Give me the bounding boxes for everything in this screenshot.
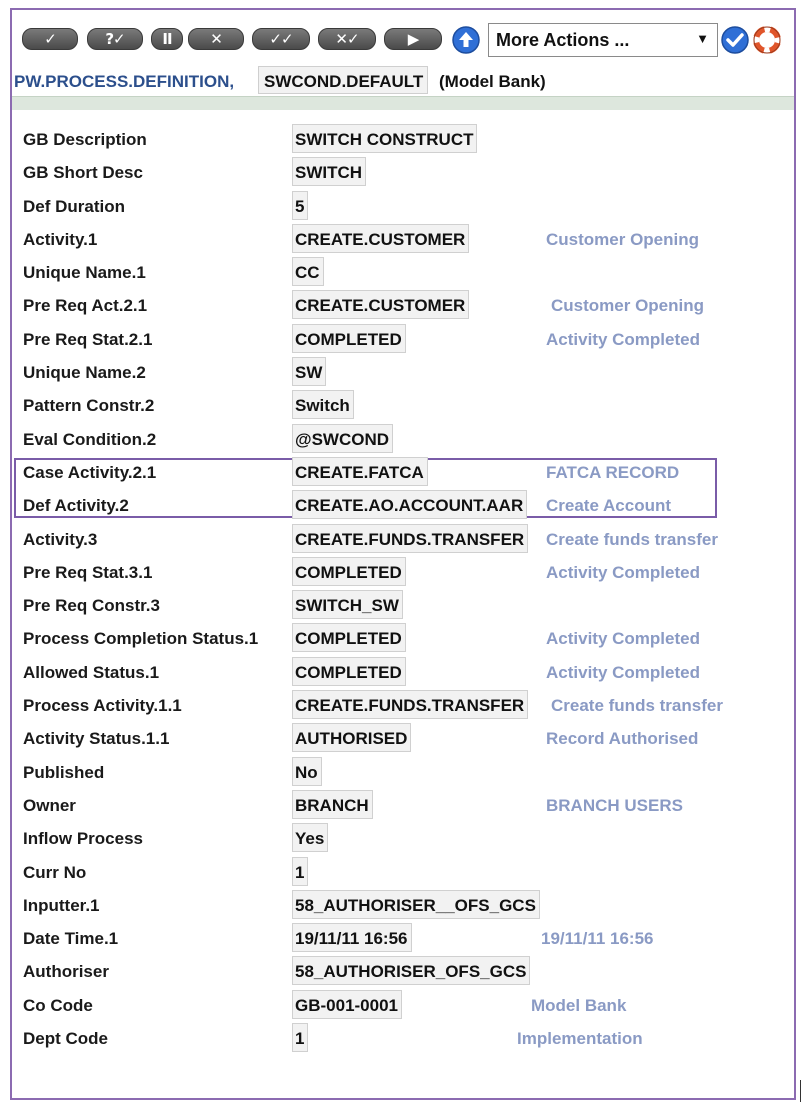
field-label: Allowed Status.1 [23, 662, 160, 682]
field-value[interactable]: COMPLETED [292, 324, 406, 353]
field-list [12, 124, 794, 1056]
field-row [12, 357, 794, 390]
field-enrichment: Create funds transfer [551, 696, 723, 716]
field-row [12, 191, 794, 224]
field-label: Dept Code [23, 1029, 108, 1049]
field-enrichment: Activity Completed [546, 562, 700, 582]
field-row [12, 390, 794, 423]
reverse-button[interactable]: ✕✓ [318, 28, 376, 50]
field-row [12, 823, 794, 856]
field-value[interactable]: CREATE.FATCA [292, 457, 428, 486]
field-label: Def Duration [23, 196, 125, 216]
field-row [12, 790, 794, 823]
field-row [12, 224, 794, 257]
field-label: Process Activity.1.1 [23, 696, 182, 716]
field-enrichment: Record Authorised [546, 729, 699, 749]
text-cursor [800, 1080, 801, 1102]
field-label: Date Time.1 [23, 929, 119, 949]
field-value[interactable]: Yes [292, 823, 328, 852]
field-label: Pre Req Stat.2.1 [23, 329, 153, 349]
field-row [12, 990, 794, 1023]
field-value[interactable]: 1 [292, 857, 308, 886]
field-label: Pre Req Act.2.1 [23, 296, 148, 316]
field-enrichment: Model Bank [531, 995, 627, 1015]
field-row [12, 490, 794, 523]
field-label: Published [23, 762, 105, 782]
field-value[interactable]: CREATE.AO.ACCOUNT.AAR [292, 490, 527, 519]
field-value[interactable]: CREATE.CUSTOMER [292, 224, 469, 253]
field-value[interactable]: COMPLETED [292, 557, 406, 586]
field-row [12, 257, 794, 290]
field-row [12, 890, 794, 923]
next-button[interactable]: ▶ [384, 28, 442, 50]
chevron-down-icon: ▼ [696, 31, 709, 46]
field-row [12, 557, 794, 590]
field-label: Curr No [23, 862, 87, 882]
field-label: Unique Name.1 [23, 263, 146, 283]
field-enrichment: Create Account [546, 496, 672, 516]
field-row [12, 424, 794, 457]
up-arrow-icon[interactable] [452, 26, 480, 54]
field-value[interactable]: GB-001-0001 [292, 990, 402, 1019]
field-row [12, 623, 794, 656]
hold-button[interactable]: II [151, 28, 183, 50]
field-value[interactable]: 58_AUTHORISER_OFS_GCS [292, 956, 530, 985]
field-row [12, 290, 794, 323]
field-value[interactable]: AUTHORISED [292, 723, 411, 752]
field-label: Inputter.1 [23, 895, 100, 915]
field-label: Process Completion Status.1 [23, 629, 259, 649]
field-value[interactable]: CC [292, 257, 324, 286]
field-label: Unique Name.2 [23, 363, 146, 383]
record-type-title: PW.PROCESS.DEFINITION, [14, 72, 235, 91]
field-row [12, 757, 794, 790]
more-actions-select[interactable] [488, 23, 718, 57]
field-value[interactable]: SWITCH [292, 157, 366, 186]
field-label: Activity Status.1.1 [23, 729, 170, 749]
delete-button[interactable]: ✕ [188, 28, 244, 50]
field-label: Authoriser [23, 962, 109, 982]
field-label: Pre Req Constr.3 [23, 596, 160, 616]
field-value[interactable]: No [292, 757, 322, 786]
field-label: GB Short Desc [23, 163, 143, 183]
checkmark-icon[interactable] [721, 26, 749, 54]
field-value[interactable]: COMPLETED [292, 657, 406, 686]
field-value[interactable]: CREATE.FUNDS.TRANSFER [292, 690, 528, 719]
field-value[interactable]: Switch [292, 390, 354, 419]
field-label: Def Activity.2 [23, 496, 129, 516]
field-row [12, 956, 794, 989]
field-value[interactable]: 19/11/11 16:56 [292, 923, 412, 952]
field-label: GB Description [23, 130, 147, 149]
field-enrichment: Activity Completed [546, 629, 700, 649]
validate-button[interactable]: ✓ [22, 28, 78, 50]
field-row [12, 690, 794, 723]
field-row [12, 1023, 794, 1056]
field-enrichment: Implementation [517, 1029, 643, 1049]
field-value[interactable]: 5 [292, 191, 308, 220]
field-value[interactable]: @SWCOND [292, 424, 393, 453]
field-label: Pre Req Stat.3.1 [23, 562, 153, 582]
field-enrichment: Create funds transfer [546, 529, 718, 549]
field-value[interactable]: CREATE.FUNDS.TRANSFER [292, 524, 528, 553]
field-label: Co Code [23, 995, 93, 1015]
field-label: Owner [23, 795, 76, 815]
field-label: Eval Condition.2 [23, 429, 157, 449]
field-value[interactable]: CREATE.CUSTOMER [292, 290, 469, 319]
field-enrichment: Activity Completed [546, 329, 700, 349]
field-row [12, 124, 794, 157]
field-row [12, 157, 794, 190]
field-row [12, 923, 794, 956]
field-enrichment: 19/11/11 16:56 [541, 929, 654, 949]
authorise-button[interactable]: ✓✓ [252, 28, 310, 50]
record-view-frame [10, 8, 796, 1100]
field-value[interactable]: SW [292, 357, 326, 386]
field-row [12, 590, 794, 623]
field-label: Case Activity.2.1 [23, 462, 157, 482]
field-enrichment: Activity Completed [546, 662, 700, 682]
field-row [12, 857, 794, 890]
field-value[interactable]: 1 [292, 1023, 308, 1052]
more-actions-label: More Actions ... [496, 30, 630, 50]
field-enrichment: Customer Opening [551, 296, 705, 316]
field-row [12, 457, 794, 490]
field-value[interactable]: BRANCH [292, 790, 373, 819]
field-value[interactable]: SWITCH_SW [292, 590, 403, 619]
field-row [12, 324, 794, 357]
field-value[interactable]: 58_AUTHORISER__OFS_GCS [292, 890, 540, 919]
field-value[interactable]: COMPLETED [292, 623, 406, 652]
field-label: Activity.1 [23, 229, 98, 249]
header-divider [12, 96, 794, 110]
field-enrichment: Customer Opening [546, 229, 700, 249]
field-row [12, 723, 794, 756]
field-label: Activity.3 [23, 529, 98, 549]
company-note: (Model Bank) [439, 72, 546, 91]
field-row [12, 657, 794, 690]
toolbar [12, 16, 794, 60]
field-enrichment: FATCA RECORD [546, 462, 680, 482]
record-id-field[interactable]: SWCOND.DEFAULT [258, 66, 428, 94]
field-label: Inflow Process [23, 829, 143, 849]
lifebuoy-icon[interactable] [753, 26, 781, 54]
field-label: Pattern Constr.2 [23, 396, 155, 416]
help-validate-button[interactable]: ?✓ [87, 28, 143, 50]
field-value[interactable]: SWITCH CONSTRUCT [292, 124, 477, 153]
field-row [12, 524, 794, 557]
field-enrichment: BRANCH USERS [546, 795, 683, 815]
